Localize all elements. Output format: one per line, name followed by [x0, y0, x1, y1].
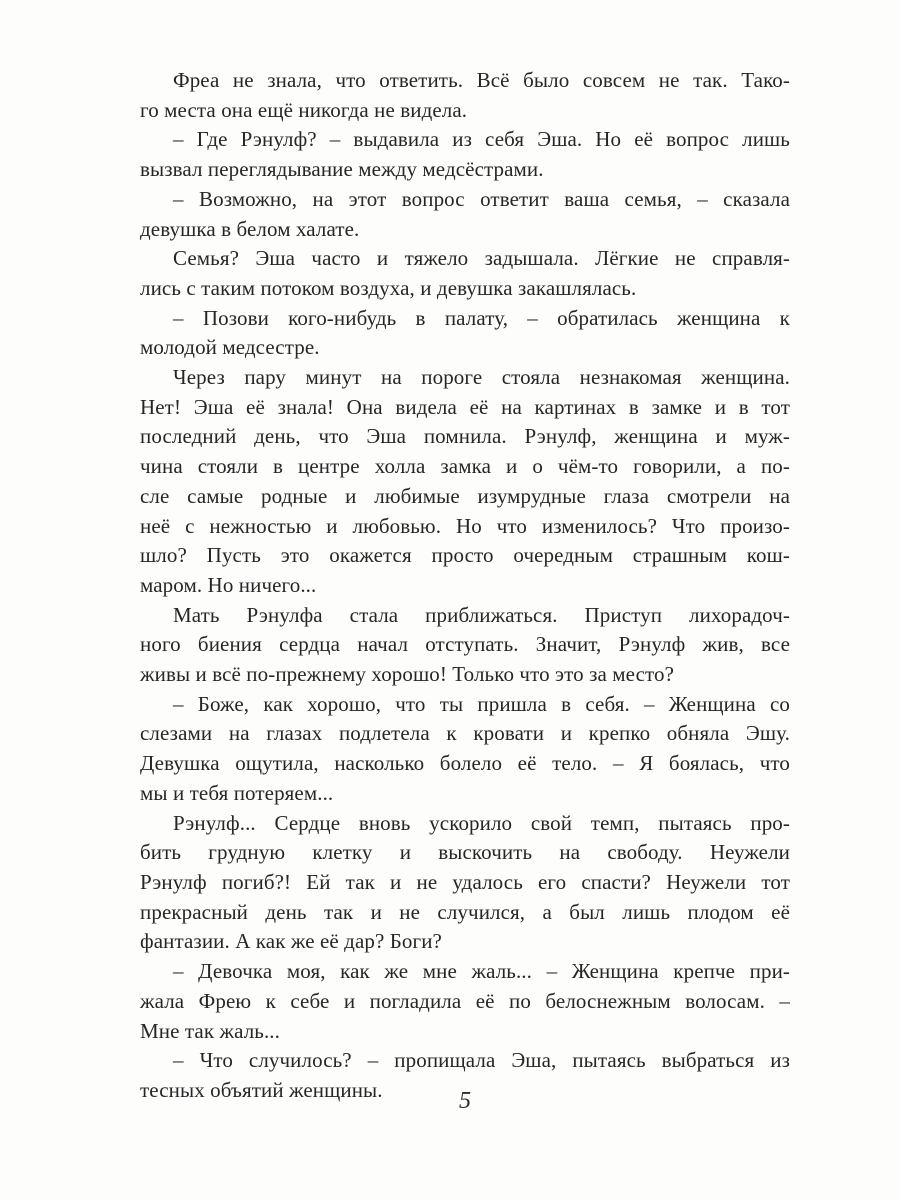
text-line: Рэнулф погиб?! Ей так и не удалось его спасти? Неужели тот: [140, 869, 790, 894]
text-line: Семья? Эша часто и тяжело задышала. Лёгкие не справля-: [173, 246, 790, 271]
text-line: – Возможно, на этот вопрос ответит ваша семья, – сказала: [173, 186, 790, 211]
text-line: Фреа не знала, что ответить. Всё было совсем не так. Тако-: [173, 68, 790, 92]
text-line: ного биения сердца начал отступать. Значит, Рэнулф жив, все: [140, 632, 790, 657]
text-line: мы и тебя потеряем...: [140, 780, 334, 805]
text-line: неё с нежностью и любовью. Но что изменилось? Что произо-: [140, 513, 790, 538]
text-line: живы и всё по-прежнему хорошо! Только что это за место?: [140, 662, 675, 687]
page-number: 5: [459, 1088, 471, 1114]
text-line: тесных объятий женщины.: [140, 1077, 383, 1102]
text-line: бить грудную клетку и выскочить на свободу. Неужели: [140, 840, 790, 865]
text-line: жала Фрею к себе и погладила её по белоснежным волосам. –: [140, 988, 790, 1013]
text-line: – Что случилось? – пропищала Эша, пытаясь выбраться из: [173, 1048, 790, 1073]
text-line: – Позови кого-нибудь в палату, – обратилась женщина к: [173, 305, 790, 330]
text-line: прекрасный день так и не случился, а был лишь плодом её: [140, 899, 790, 924]
text-line: – Девочка моя, как же мне жаль... – Женщина крепче при-: [173, 959, 790, 984]
text-line: Через пару минут на пороге стояла незнакомая женщина.: [173, 365, 790, 390]
text-line: чина стояли в центре холла замка и о чём-то говорили, а по-: [140, 454, 790, 479]
text-line: девушка в белом халате.: [140, 216, 360, 241]
text-line: лись с таким потоком воздуха, и девушка закашлялась.: [140, 275, 637, 300]
text-line: шло? Пусть это окажется просто очередным страшным кош-: [140, 543, 790, 568]
text-line: Нет! Эша её знала! Она видела её на картинах в замке и в тот: [140, 394, 790, 419]
text-line: маром. Но ничего...: [140, 572, 317, 597]
text-line: го места она ещё никогда не видела.: [140, 97, 468, 122]
text-line: сле самые родные и любимые изумрудные глаза смотрели на: [140, 483, 790, 508]
text-line: Мне так жаль...: [140, 1018, 281, 1043]
text-line: слезами на глазах подлетела к кровати и крепко обняла Эшу.: [140, 721, 790, 746]
text-line: вызвал переглядывание между медсёстрами.: [140, 157, 544, 182]
text-line: фантазии. А как же её дар? Боги?: [140, 929, 442, 954]
text-line: – Где Рэнулф? – выдавила из себя Эша. Но её вопрос лишь: [173, 127, 790, 152]
text-line: – Боже, как хорошо, что ты пришла в себя. – Женщина со: [173, 691, 790, 716]
text-line: Девушка ощутила, насколько болело её тело. – Я боялась, что: [140, 751, 790, 776]
text-line: Рэнулф... Сердце вновь ускорило свой темп, пытаясь про-: [173, 810, 790, 835]
text-line: последний день, что Эша помнила. Рэнулф, женщина и муж-: [140, 424, 790, 449]
text-line: молодой медсестре.: [140, 335, 320, 360]
text-line: Мать Рэнулфа стала приближаться. Приступ лихорадоч-: [173, 602, 790, 627]
text-block: [140, 66, 790, 1106]
